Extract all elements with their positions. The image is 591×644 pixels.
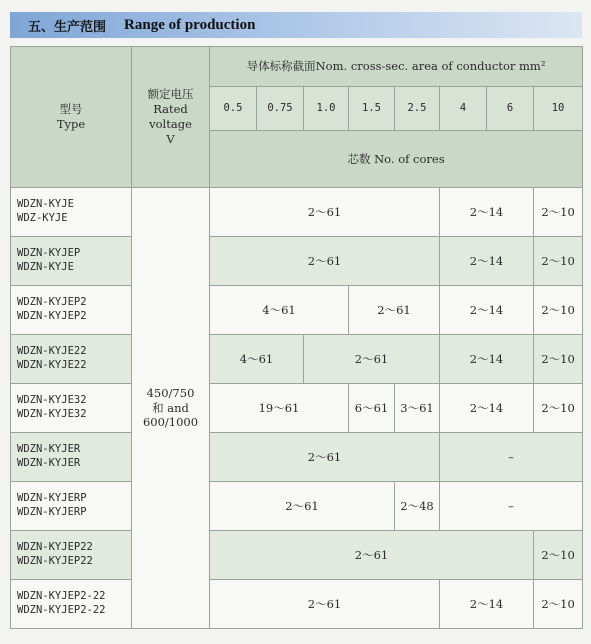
cores-range: 19～61: [210, 384, 349, 433]
table-row: [11, 384, 583, 433]
type-model: WDZN-KYJER: [17, 443, 81, 456]
type-model: WDZ-KYJE: [17, 212, 68, 224]
cores-range: 2～61: [210, 433, 440, 482]
cores-range: 2～61: [210, 531, 534, 580]
table-row: [11, 531, 583, 580]
type-cell: [11, 286, 132, 335]
cores-range: 2～14: [440, 188, 534, 237]
cores-range: 2～10: [534, 580, 583, 629]
type-model: WDZN-KYJEP22: [17, 555, 93, 567]
voltage-line: 和 and: [152, 400, 189, 415]
section-title-cn: 五、生产范围: [28, 19, 107, 35]
type-cell: [11, 237, 132, 286]
cores-range: 6～61: [349, 384, 395, 433]
section-title-bar: [10, 12, 582, 38]
type-model: WDZN-KYJEP2: [17, 296, 87, 309]
cores-range: 2～14: [440, 384, 534, 433]
table-row: [11, 237, 583, 286]
table-row: [11, 335, 583, 384]
cores-range: 2～61: [210, 237, 440, 286]
table-row: [11, 286, 583, 335]
table-row: [11, 580, 583, 629]
size-header: 1.0: [304, 87, 349, 131]
type-model: WDZN-KYJEP2-22: [17, 604, 106, 616]
type-header: [11, 47, 132, 188]
size-header: 0.5: [210, 87, 257, 131]
type-cell: [11, 384, 132, 433]
type-model: WDZN-KYJE: [17, 198, 74, 211]
type-model: WDZN-KYJERP: [17, 492, 87, 505]
cores-range: 2～10: [534, 286, 583, 335]
voltage-header-en1: Rated: [153, 102, 188, 117]
voltage-line: 450/750: [146, 385, 195, 400]
voltage-header-unit: V: [166, 131, 175, 146]
cores-range: 2～61: [210, 188, 440, 237]
type-model: WDZN-KYJE: [17, 261, 74, 273]
cores-range: 2～10: [534, 384, 583, 433]
voltage-header-cn: 额定电压: [147, 87, 194, 102]
type-header-en: Type: [56, 117, 86, 131]
type-model: WDZN-KYJER: [17, 457, 81, 469]
size-header: 2.5: [395, 87, 440, 131]
type-model: WDZN-KYJEP2-22: [17, 590, 106, 603]
section-title-en: Range of production: [124, 16, 256, 33]
type-model: WDZN-KYJEP22: [17, 541, 93, 554]
voltage-header: [132, 47, 210, 188]
cores-range: 2～14: [440, 580, 534, 629]
cores-header: 芯数 No. of cores: [210, 131, 583, 188]
size-header: 10: [534, 87, 583, 131]
type-model: WDZN-KYJE22: [17, 359, 87, 371]
type-cell: [11, 580, 132, 629]
type-cell: [11, 335, 132, 384]
type-model: WDZN-KYJERP: [17, 506, 87, 518]
size-header: 1.5: [349, 87, 395, 131]
type-cell: [11, 433, 132, 482]
cores-range: –: [440, 482, 583, 531]
type-model: WDZN-KYJE22: [17, 345, 87, 358]
type-model: WDZN-KYJEP2: [17, 310, 87, 322]
type-header-cn: 型号: [59, 102, 83, 117]
cores-range: 4～61: [210, 335, 304, 384]
cores-range: 2～61: [349, 286, 440, 335]
area-header: 导体标称截面Nom. cross-sec. area of conductor mm²: [210, 47, 583, 87]
type-cell: [11, 531, 132, 580]
cores-range: 2～61: [210, 580, 440, 629]
cores-range: 2～14: [440, 237, 534, 286]
cores-range: 2～48: [395, 482, 440, 531]
type-model: WDZN-KYJE32: [17, 394, 87, 407]
size-header: 4: [440, 87, 487, 131]
table-row: [11, 433, 583, 482]
cores-range: 2～14: [440, 286, 534, 335]
type-cell: [11, 482, 132, 531]
table-row: [11, 188, 583, 237]
cores-range: 2～61: [304, 335, 440, 384]
voltage-header-en2: voltage: [149, 117, 192, 131]
type-cell: [11, 188, 132, 237]
type-model: WDZN-KYJEP: [17, 247, 81, 260]
cores-range: –: [440, 433, 583, 482]
table-row: [11, 482, 583, 531]
cores-range: 4～61: [210, 286, 349, 335]
size-header: 0.75: [257, 87, 304, 131]
cores-range: 2～10: [534, 531, 583, 580]
voltage-line: 600/1000: [142, 415, 199, 430]
production-range-table: [10, 46, 583, 629]
cores-range: 2～10: [534, 237, 583, 286]
cores-range: 2～61: [210, 482, 395, 531]
cores-range: 2～10: [534, 188, 583, 237]
type-model: WDZN-KYJE32: [17, 408, 87, 420]
cores-range: 2～10: [534, 335, 583, 384]
voltage-cell: [132, 188, 210, 629]
cores-range: 3～61: [395, 384, 440, 433]
size-header: 6: [487, 87, 534, 131]
cores-range: 2～14: [440, 335, 534, 384]
